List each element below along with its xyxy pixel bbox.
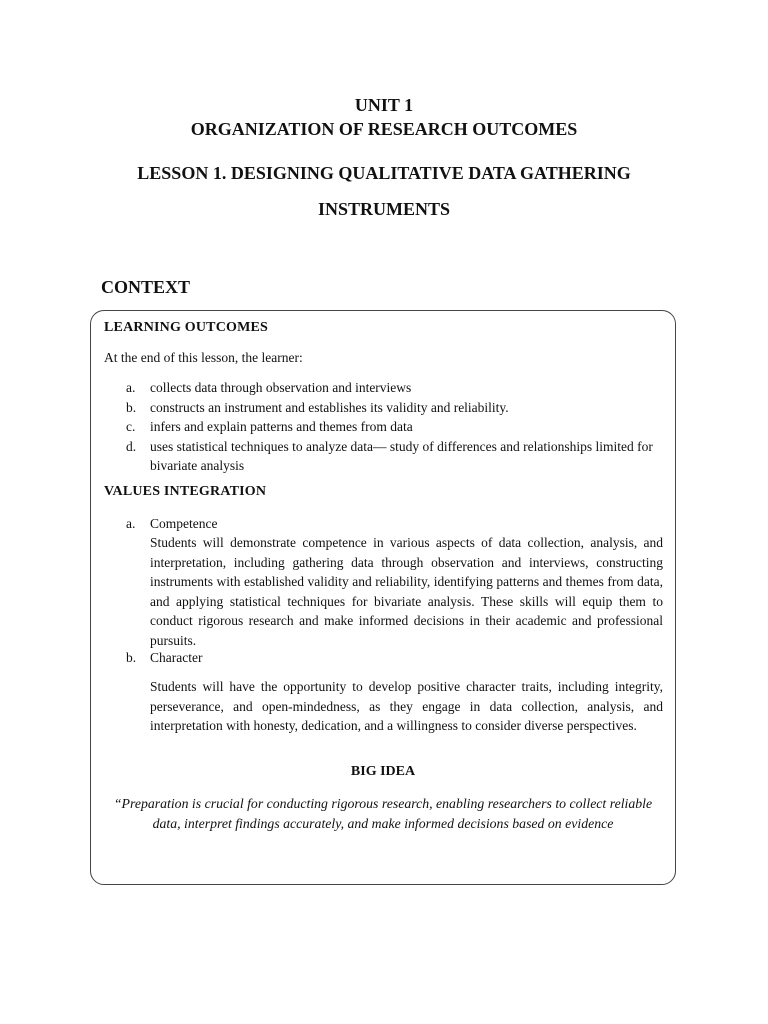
learning-outcomes-intro: At the end of this lesson, the learner: bbox=[104, 350, 303, 365]
list-marker: d. bbox=[126, 438, 137, 454]
big-idea-title: BIG IDEA bbox=[350, 764, 416, 779]
values-integration-title: VALUES INTEGRATION bbox=[104, 484, 267, 499]
values-item-marker: b. bbox=[126, 650, 137, 665]
values-item-name-competence: Competence bbox=[150, 516, 218, 531]
unit-title: ORGANIZATION OF RESEARCH OUTCOMES bbox=[190, 119, 578, 139]
list-item bbox=[104, 437, 664, 476]
list-item-text: collects data through observation and interviews bbox=[150, 380, 412, 395]
lesson-title-line-1: LESSON 1. DESIGNING QUALITATIVE DATA GATHERING bbox=[137, 163, 631, 183]
list-item bbox=[104, 378, 664, 398]
list-item bbox=[104, 398, 664, 418]
values-item-name-character: Character bbox=[150, 650, 203, 665]
values-item-marker: a. bbox=[126, 516, 136, 531]
list-item-text: infers and explain patterns and themes from data bbox=[150, 419, 413, 434]
list-marker: a. bbox=[126, 380, 136, 395]
list-marker: b. bbox=[126, 399, 137, 415]
context-heading: CONTEXT bbox=[101, 277, 191, 297]
learning-outcomes-list bbox=[104, 378, 664, 476]
learning-outcomes-title: LEARNING OUTCOMES bbox=[104, 320, 269, 335]
values-item-text-character: Students will have the opportunity to develop positive character traits, including integrity, perseverance, and open-mindedness, as they engage in data collection, analysis, and interpretation with honesty, dedication, and a willingness to consider diverse perspectives. bbox=[150, 679, 663, 733]
list-item bbox=[104, 417, 664, 437]
list-item-text: constructs an instrument and establishes its validity and reliability. bbox=[150, 399, 509, 415]
unit-label: UNIT 1 bbox=[354, 95, 414, 115]
list-item-text: uses statistical techniques to analyze data— study of differences and relationships limited for bivariate analysis bbox=[150, 438, 653, 473]
values-item-text-competence: Students will demonstrate competence in various aspects of data collection, analysis, and interpretation, including gathering data through observation and interviews, constructing instruments with established validity and reliability, identifying patterns and themes from data, and applying statistical techniques for bivariate analysis. These skills will equip them to conduct rigorous research and make informed decisions in their academic and professional pursuits. bbox=[150, 535, 663, 648]
lesson-title-line-2: INSTRUMENTS bbox=[317, 199, 451, 219]
list-marker: c. bbox=[126, 419, 136, 434]
big-idea-quote: “Preparation is crucial for conducting rigorous research, enabling researchers to collect reliable data, interpret findings accurately, and make informed decisions based on evidence bbox=[113, 796, 653, 831]
